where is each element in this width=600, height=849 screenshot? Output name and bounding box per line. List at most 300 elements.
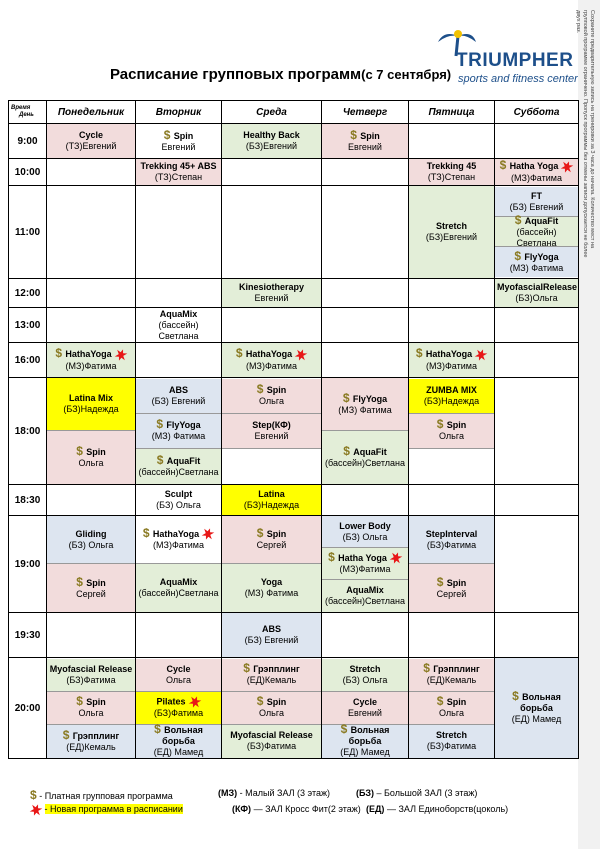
class-title-line <box>324 549 406 565</box>
time-row <box>9 378 579 485</box>
schedule-cell <box>495 378 579 485</box>
dollar-icon: $ <box>55 346 66 361</box>
class-info: (ЕД)Кемаль <box>426 675 477 685</box>
class-name: Latina Mix <box>68 393 113 403</box>
class-name: Грэпплинг <box>72 730 120 741</box>
class-block[interactable] <box>409 564 494 612</box>
class-title-line <box>411 348 492 361</box>
class-title-line <box>138 664 219 675</box>
class-info: Ольга <box>78 458 104 468</box>
schedule-cell <box>409 516 495 613</box>
brand-tagline: sports and fitness center <box>458 73 578 85</box>
class-info: (БЗ)Фатима <box>246 741 297 751</box>
class-title-line <box>224 696 319 708</box>
schedule-cell <box>136 485 222 516</box>
time-label: 16:00 <box>9 343 47 378</box>
class-title-line <box>224 384 319 396</box>
class-info: (МЗ) Фатима <box>338 404 392 415</box>
class-title-line <box>138 452 219 467</box>
schedule-cell <box>222 159 322 186</box>
time-row <box>9 343 579 378</box>
dollar-icon: $ <box>62 727 73 742</box>
dollar-icon: $ <box>350 127 361 142</box>
dollar-icon: $ <box>142 525 153 540</box>
schedule-cell <box>495 658 579 759</box>
class-block[interactable] <box>222 449 321 484</box>
schedule-cell <box>495 343 579 378</box>
dollar-icon: $ <box>343 444 354 458</box>
class-block[interactable] <box>222 414 321 449</box>
class-block[interactable] <box>47 343 135 377</box>
class-info: (бассейн)Светлана <box>138 588 219 598</box>
legend-mz <box>218 788 330 798</box>
class-info: Ольга <box>78 708 104 718</box>
schedule-cell <box>222 186 322 279</box>
schedule-cell <box>409 186 495 279</box>
class-name: AquaMix <box>159 308 198 319</box>
legend-new <box>30 804 183 816</box>
dollar-icon: $ <box>76 444 87 458</box>
corner-day: День <box>19 112 34 118</box>
legend-bz-code: (БЗ) <box>356 788 374 798</box>
class-block[interactable] <box>495 212 578 248</box>
class-info: Сергей <box>76 588 106 599</box>
class-info: (БЗ)Фатима <box>66 674 116 685</box>
class-title-line <box>224 577 319 588</box>
dollar-icon: $ <box>256 694 267 708</box>
class-info: Евгений <box>348 141 382 152</box>
class-info: (МЗ) Фатима <box>151 431 206 441</box>
class-block[interactable] <box>136 308 221 342</box>
class-title-line <box>324 390 406 405</box>
legend-kf-text: — ЗАЛ Кросс Фит(2 этаж) <box>253 804 361 814</box>
schedule-cell <box>47 378 136 485</box>
class-block[interactable] <box>47 516 135 564</box>
class-info: (БЗ)Фатима <box>426 539 477 550</box>
class-block[interactable] <box>222 379 321 414</box>
class-block[interactable] <box>322 722 408 758</box>
class-name: Spin <box>86 447 106 457</box>
class-info: (МЗ) Фатима <box>244 588 299 598</box>
class-block[interactable] <box>322 516 408 548</box>
schedule-cell <box>47 343 136 378</box>
class-name: Spin <box>446 577 467 588</box>
class-block[interactable] <box>409 379 494 414</box>
class-block[interactable] <box>409 659 494 692</box>
class-title-line <box>138 525 219 541</box>
schedule-cell <box>409 343 495 378</box>
time-row <box>9 516 579 613</box>
class-info: (БЗ)Надежда <box>243 500 300 510</box>
class-block[interactable] <box>136 124 221 158</box>
page-title <box>110 66 451 83</box>
time-label: 19:30 <box>9 613 47 658</box>
time-row <box>9 308 579 343</box>
class-info: (БЗ) Евгений <box>244 635 299 645</box>
header-row <box>9 101 579 124</box>
class-title-line <box>224 489 319 500</box>
class-info: (бассейн)Светлана <box>138 466 219 477</box>
class-info: (БЗ)Евгений <box>425 232 478 242</box>
class-info: (бассейн) Светлана <box>158 319 199 341</box>
time-row <box>9 658 579 759</box>
class-title-line <box>497 212 576 227</box>
title-subtitle: (с 7 сентября) <box>361 67 452 82</box>
class-block[interactable] <box>322 580 408 612</box>
schedule-cell <box>222 658 322 759</box>
class-name: AquaFit <box>353 447 387 457</box>
class-block[interactable] <box>136 564 221 612</box>
class-name: Kinesiotherapy <box>238 282 305 292</box>
schedule-cell <box>47 485 136 516</box>
corner-cell <box>9 101 47 124</box>
dollar-icon: $ <box>256 382 267 396</box>
class-name: Spin <box>86 577 106 588</box>
class-info: Ольга <box>259 396 284 406</box>
class-title-line <box>497 191 576 202</box>
class-block[interactable] <box>222 279 321 307</box>
class-block[interactable] <box>222 659 321 692</box>
class-info: (МЗ)Фатима <box>153 540 204 551</box>
dollar-icon: $ <box>156 452 167 467</box>
class-info: (ЕД) Мамед <box>153 747 204 757</box>
class-name: HathaYoga <box>425 349 473 360</box>
class-name: Spin <box>446 420 467 430</box>
dollar-icon: $ <box>235 346 246 361</box>
schedule-cell <box>322 378 409 485</box>
class-title-line <box>224 420 319 431</box>
class-info: (БЗ) Евгений <box>151 395 206 406</box>
class-name: Hatha Yoga <box>509 161 559 172</box>
time-row <box>9 613 579 658</box>
time-label: 20:00 <box>9 658 47 759</box>
class-info: (ТЗ)Евгений <box>65 141 117 151</box>
class-block[interactable] <box>495 279 578 307</box>
class-name: Грэпплинг <box>433 664 480 674</box>
class-info: (ЕД)Кемаль <box>246 675 297 685</box>
dollar-icon: $ <box>499 158 510 173</box>
class-info: (МЗ)Фатима <box>246 360 297 371</box>
class-name: FlyYoga <box>524 251 559 262</box>
dollar-icon: $ <box>423 661 434 675</box>
class-block[interactable] <box>47 378 135 431</box>
legend-new-text: - Новая программа в расписании <box>44 804 183 815</box>
class-info: (ЕД)Кемаль <box>66 741 116 752</box>
class-title-line <box>324 697 406 708</box>
class-title-line <box>411 730 492 741</box>
class-block[interactable] <box>47 431 135 484</box>
schedule-cell <box>222 378 322 485</box>
time-row <box>9 159 579 186</box>
class-info: (МЗ)Фатима <box>65 360 117 371</box>
dollar-icon: $ <box>514 248 525 263</box>
class-title-line <box>224 282 319 293</box>
schedule-cell <box>136 159 222 186</box>
class-name: FlyYoga <box>352 393 388 404</box>
class-info: (бассейн) Светлана <box>516 226 557 248</box>
class-name: HathaYoga <box>65 349 112 360</box>
time-label: 18:30 <box>9 485 47 516</box>
class-block[interactable] <box>222 343 321 377</box>
triumpher-logo <box>436 28 586 88</box>
time-label: 12:00 <box>9 279 47 308</box>
schedule-cell <box>322 613 409 658</box>
class-block[interactable] <box>322 692 408 725</box>
class-block[interactable] <box>47 725 135 758</box>
class-block[interactable] <box>322 431 408 484</box>
class-title-line <box>411 529 492 540</box>
class-name: Hatha Yoga <box>338 552 387 563</box>
class-name: Stretch <box>435 730 467 740</box>
time-label: 10:00 <box>9 159 47 186</box>
time-label: 9:00 <box>9 124 47 159</box>
class-block[interactable] <box>409 516 494 564</box>
class-block[interactable] <box>136 485 221 515</box>
legend-kf-code: (КФ) <box>232 804 252 814</box>
schedule-cell <box>409 124 495 159</box>
dollar-icon: $ <box>436 417 447 431</box>
class-title-line <box>138 489 219 500</box>
day-header: Суббота <box>495 101 579 124</box>
schedule-cell <box>47 658 136 759</box>
class-info: (БЗ) Ольга <box>342 674 388 685</box>
class-info: Сергей <box>256 540 287 550</box>
dollar-icon: $ <box>256 526 267 540</box>
class-title-line <box>324 585 406 596</box>
class-title-line <box>324 446 406 458</box>
class-name: FT <box>531 190 542 201</box>
side-strip <box>575 0 600 849</box>
class-name: Yoga <box>260 577 283 587</box>
class-block[interactable] <box>136 692 221 725</box>
class-info: Сергей <box>436 588 467 599</box>
class-info: (МЗ)Фатима <box>426 360 477 371</box>
schedule-cell <box>409 378 495 485</box>
class-name: Вольная борьба <box>348 725 390 746</box>
time-row <box>9 485 579 516</box>
class-title-line <box>411 385 492 396</box>
class-name: Spin <box>446 697 467 707</box>
schedule-cell <box>222 279 322 308</box>
class-title-line <box>497 282 576 293</box>
schedule-cell <box>47 186 136 279</box>
schedule-cell <box>409 308 495 343</box>
brand-name: TRIUMPHER <box>456 50 574 71</box>
class-name: Trekking 45+ ABS <box>140 161 217 171</box>
schedule-cell <box>409 485 495 516</box>
class-title-line <box>497 248 576 263</box>
class-title-line <box>138 419 219 431</box>
class-block[interactable] <box>222 124 321 158</box>
class-name: AquaMix <box>159 577 198 587</box>
class-title-line <box>497 160 576 173</box>
schedule-cell <box>136 516 222 613</box>
class-block[interactable] <box>47 692 135 725</box>
class-title-line <box>224 348 319 361</box>
time-label: 19:00 <box>9 516 47 613</box>
class-name: Cycle <box>352 696 378 707</box>
class-block[interactable] <box>222 485 321 515</box>
class-name: AquaFit <box>166 455 201 466</box>
class-block[interactable] <box>322 548 408 580</box>
class-title-line <box>49 574 133 589</box>
class-title-line <box>411 663 492 675</box>
class-title-line <box>49 664 133 675</box>
class-name: ZUMBA MIX <box>426 384 477 395</box>
time-label: 18:00 <box>9 378 47 485</box>
class-name: Lower Body <box>339 520 391 531</box>
class-block[interactable] <box>322 124 408 158</box>
dollar-icon: $ <box>154 722 165 736</box>
class-block[interactable] <box>222 564 321 612</box>
schedule-cell <box>136 343 222 378</box>
class-name: Stretch <box>435 221 467 231</box>
class-block[interactable] <box>222 516 321 564</box>
class-name: MyofascialRelease <box>497 282 578 292</box>
class-info: Евгений <box>254 293 289 303</box>
schedule-cell <box>136 378 222 485</box>
class-title-line <box>49 446 133 458</box>
class-name: FlyYoga <box>166 420 201 430</box>
class-info: Евгений <box>254 430 289 441</box>
class-block[interactable] <box>136 659 221 692</box>
schedule-cell <box>495 279 579 308</box>
class-block[interactable] <box>322 378 408 431</box>
class-name: Myofascial Release <box>230 730 313 740</box>
schedule-cell <box>495 186 579 279</box>
schedule-cell <box>409 658 495 759</box>
schedule-cell <box>47 613 136 658</box>
class-name: Вольная борьба <box>162 725 203 746</box>
schedule-cell <box>495 308 579 343</box>
class-block[interactable] <box>47 659 135 692</box>
legend-bz <box>356 788 477 798</box>
class-block[interactable] <box>222 613 321 657</box>
class-block[interactable] <box>495 247 578 277</box>
schedule-cell <box>322 308 409 343</box>
class-title-line <box>138 161 219 172</box>
dollar-icon: $ <box>436 694 447 708</box>
class-title-line <box>49 393 133 404</box>
class-block[interactable] <box>136 414 221 449</box>
class-title-line <box>411 161 492 172</box>
class-block[interactable] <box>222 725 321 758</box>
class-info: (БЗ)Фатима <box>426 741 477 751</box>
schedule-cell <box>47 279 136 308</box>
class-block[interactable] <box>409 414 494 449</box>
class-name: Spin <box>266 385 287 395</box>
class-block[interactable] <box>409 725 494 758</box>
day-header: Среда <box>222 101 322 124</box>
class-name: Healthy Back <box>243 130 300 140</box>
class-info: Ольга <box>439 431 464 441</box>
class-block[interactable] <box>322 659 408 692</box>
class-block[interactable] <box>136 159 221 185</box>
class-name: Spin <box>360 130 380 141</box>
class-name: Cycle <box>166 663 191 674</box>
class-info: (БЗ)Евгений <box>245 141 298 151</box>
class-info: (БЗ) Ольга <box>68 539 114 550</box>
dollar-icon: $ <box>342 390 353 405</box>
schedule-cell <box>322 658 409 759</box>
class-block[interactable] <box>409 186 494 278</box>
class-block[interactable] <box>136 379 221 414</box>
schedule-cell <box>409 159 495 186</box>
class-title-line <box>224 663 319 675</box>
schedule-table <box>8 100 579 759</box>
class-block[interactable] <box>136 722 221 758</box>
class-block[interactable] <box>495 658 578 758</box>
class-title-line <box>411 221 492 232</box>
class-block[interactable] <box>409 449 494 484</box>
class-block[interactable] <box>47 564 135 612</box>
class-block[interactable] <box>495 159 578 185</box>
class-title-line <box>138 309 219 320</box>
class-name: Trekking 45 <box>426 161 477 171</box>
class-block[interactable] <box>222 692 321 725</box>
class-block[interactable] <box>409 159 494 185</box>
schedule-cell <box>495 613 579 658</box>
class-info: Евгений <box>348 707 382 718</box>
class-block[interactable] <box>47 124 135 158</box>
schedule-cell <box>222 613 322 658</box>
dollar-icon: $ <box>163 127 174 142</box>
legend-ed-text: — ЗАЛ Единоборств(цоколь) <box>386 804 509 814</box>
class-block[interactable] <box>409 343 494 377</box>
schedule-cell <box>47 308 136 343</box>
class-info: (БЗ)Надежда <box>63 404 119 414</box>
class-block[interactable] <box>136 449 221 484</box>
dollar-icon: $ <box>436 574 447 589</box>
class-name: ABS <box>168 384 188 395</box>
class-name: Gliding <box>75 528 107 539</box>
schedule-cell <box>495 516 579 613</box>
class-name: Spin <box>86 697 106 707</box>
legend-paid <box>30 788 173 802</box>
class-block[interactable] <box>409 692 494 725</box>
time-label: 11:00 <box>9 186 47 279</box>
title-text: Расписание групповых программ <box>110 66 362 83</box>
corner-time: Время <box>11 105 31 111</box>
class-info: (МЗ)Фатима <box>339 564 391 575</box>
class-title-line <box>138 577 219 588</box>
class-title-line <box>49 727 133 742</box>
day-header: Пятница <box>409 101 495 124</box>
class-info: (БЗ) Ольга <box>156 500 201 510</box>
class-title-line <box>49 529 133 540</box>
class-name: HathaYoga <box>245 349 293 360</box>
schedule-cell <box>47 516 136 613</box>
class-title-line <box>49 130 133 141</box>
class-name: Грэпплинг <box>253 664 300 674</box>
legend-paid-text: - Платная групповая программа <box>39 791 173 801</box>
class-name: AquaMix <box>346 585 384 595</box>
schedule-cell <box>222 343 322 378</box>
schedule-cell <box>322 124 409 159</box>
class-name: Myofascial Release <box>49 663 133 674</box>
class-title-line <box>224 624 319 635</box>
class-block[interactable] <box>495 187 578 217</box>
class-block[interactable] <box>136 516 221 564</box>
schedule-cell <box>409 613 495 658</box>
schedule-cell <box>222 485 322 516</box>
class-title-line <box>138 724 219 747</box>
day-header: Вторник <box>136 101 222 124</box>
class-title-line <box>411 574 492 589</box>
schedule-cell <box>136 124 222 159</box>
class-title-line <box>138 127 219 142</box>
new-star-icon <box>28 802 43 817</box>
